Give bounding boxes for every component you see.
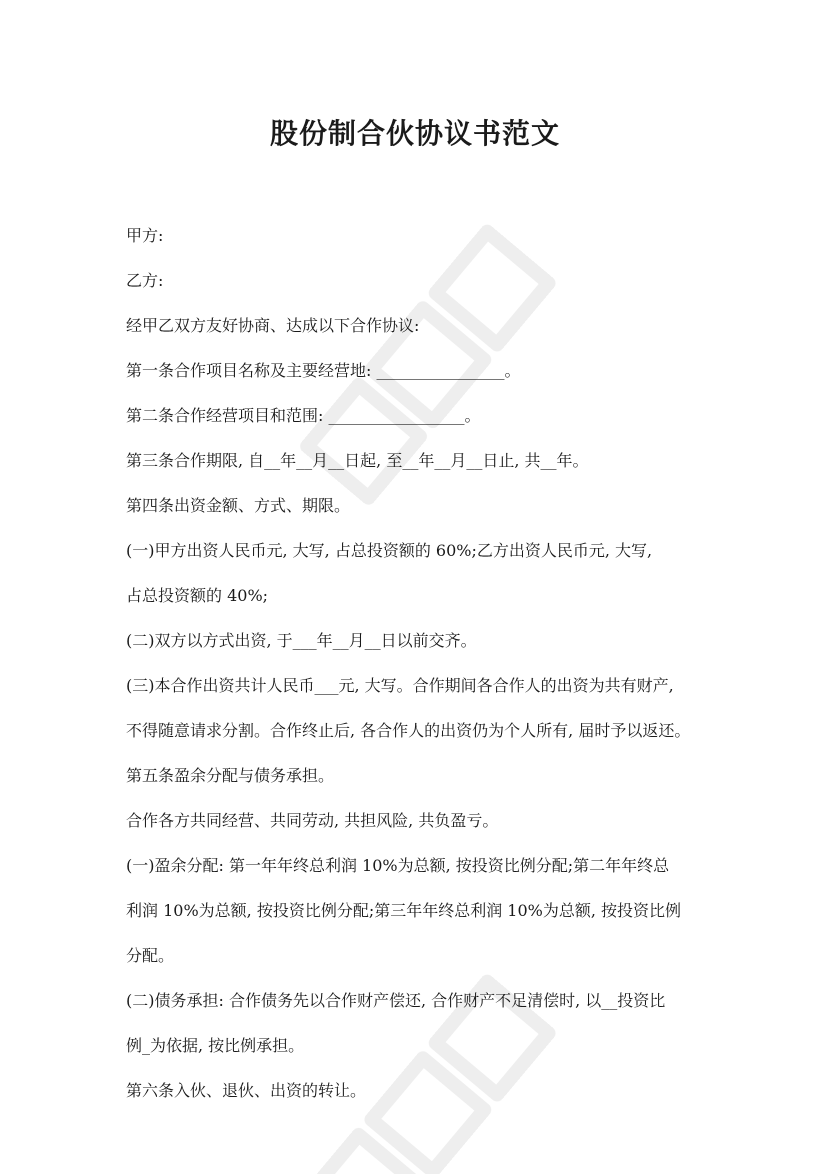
paragraph-line: 乙方: <box>126 271 164 290</box>
paragraph-line: (三)本合作出资共计人民币___元, 大写。合作期间各合作人的出资为共有财产, <box>126 676 674 695</box>
paragraph-line: 合作各方共同经营、共同劳动, 共担风险, 共负盈亏。 <box>126 811 499 830</box>
paragraph-line: 甲方: <box>126 226 164 245</box>
paragraph-line: 分配。 <box>126 946 175 965</box>
paragraph-line: 利润 10%为总额, 按投资比例分配;第三年年终总利润 10%为总额, 按投资比例 <box>126 901 682 920</box>
paragraph-line: 第六条入伙、退伙、出资的转让。 <box>126 1081 367 1100</box>
paragraph-line: 第二条合作经营项目和范围: _________________。 <box>126 406 481 425</box>
paragraph-line: (二)双方以方式出资, 于___年__月__日以前交齐。 <box>126 631 477 650</box>
paragraph-line: (一)盈余分配: 第一年年终总利润 10%为总额, 按投资比例分配;第二年年终总 <box>126 856 670 875</box>
paragraph-line: 第五条盈余分配与债务承担。 <box>126 766 335 785</box>
paragraph-line: 第四条出资金额、方式、期限。 <box>126 496 351 515</box>
document-body <box>126 213 716 1113</box>
paragraph-line: (一)甲方出资人民币元, 大写, 占总投资额的 60%;乙方出资人民币元, 大写, <box>126 541 653 560</box>
paragraph-line: 经甲乙双方友好协商、达成以下合作协议: <box>126 316 420 335</box>
paragraph-line: (二)债务承担: 合作债务先以合作财产偿还, 合作财产不足清偿时, 以__投资比 <box>126 991 666 1010</box>
paragraph-line: 占总投资额的 40%; <box>126 586 269 605</box>
paragraph-line: 第一条合作项目名称及主要经营地: ________________。 <box>126 361 521 380</box>
paragraph-line: 例_为依据, 按比例承担。 <box>126 1036 305 1055</box>
paragraph-line: 第三条合作期限, 自__年__月__日起, 至__年__月__日止, 共__年。 <box>126 451 589 470</box>
document-title: 股份制合伙协议书范文 <box>269 117 560 150</box>
paragraph-line: 不得随意请求分割。合作终止后, 各合作人的出资仍为个人所有, 届时予以返还。 <box>126 721 691 740</box>
